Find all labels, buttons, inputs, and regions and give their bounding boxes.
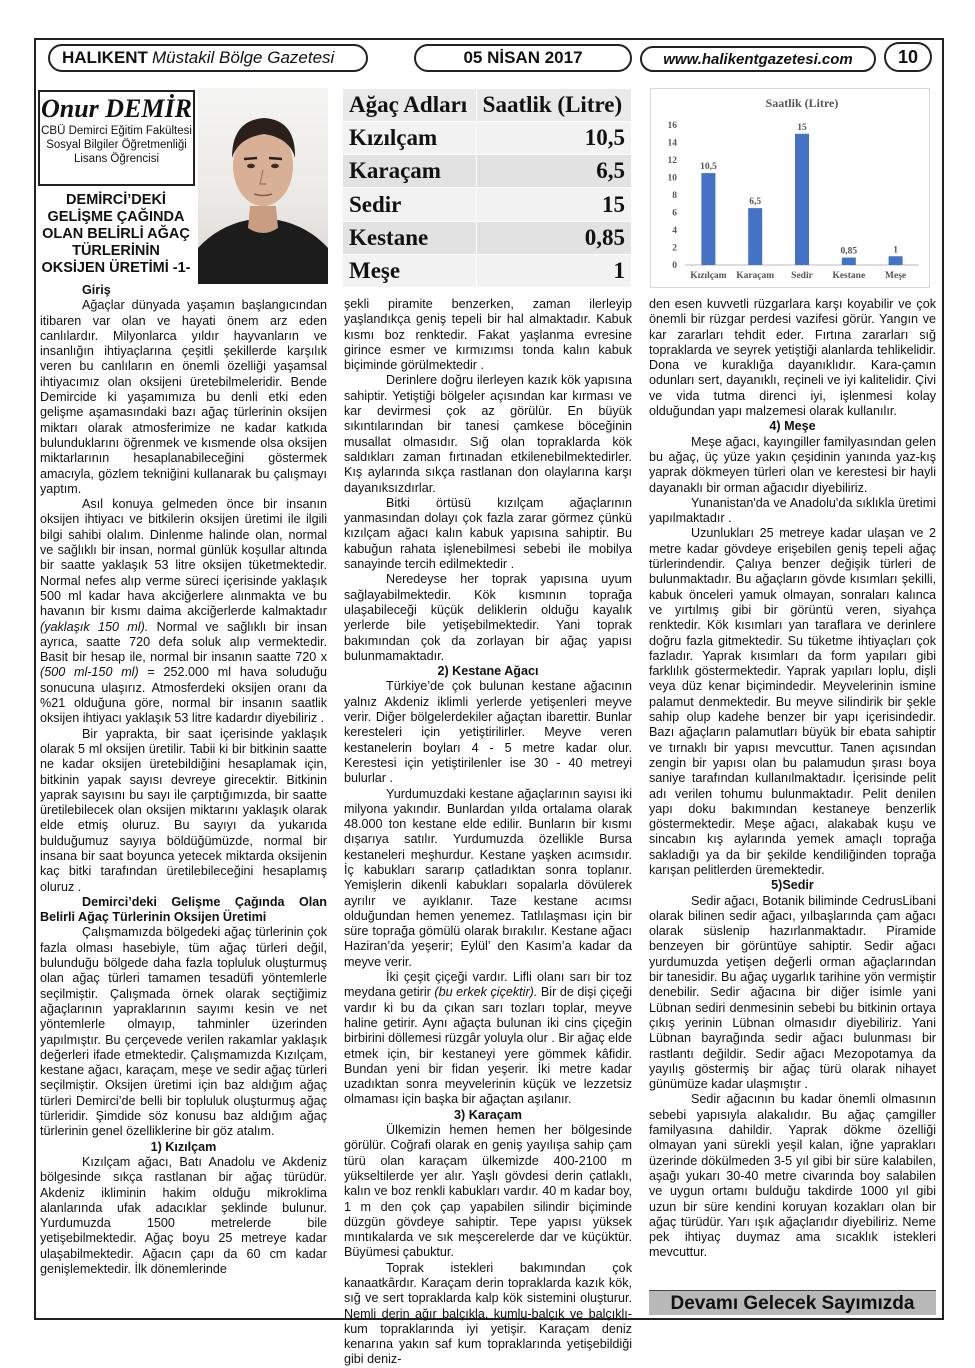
paragraph: Ülkemizin hemen hemen her bölgesinde görülür. Coğrafi olarak en geniş yayılışa sahip çam türü olan karaçam ülkemizde 400-2100 m yükseltilerde yer alır. Yaşlı gövdesi derin çatlaklı, kalın ve boz renkli kabukları vardır. 40 m kadar boy, 1 m den çok çap yapabilen silindir biçiminde düzgün gövdeye sahiptir. Tepe yapısı yüksek mıntıkalarda ve sık meşcerelerde dar ve küçüktür. Büyümesi çabuktur. [344,1123,632,1260]
table-cell-tree: Karaçam [343,155,477,188]
paragraph: Yunanistan'da ve Anadolu'da sıklıkla üretimi yapılmaktadır . [649,495,936,526]
section-heading: Demirci’deki Gelişme Çağında Olan Belirli Ağaç Türlerinin Oksijen Üretimi [40,894,327,925]
x-tick-label: Kestane [832,271,866,281]
chart-bar [889,256,903,265]
chart-title: Saatlik (Litre) [765,96,839,110]
bar-chart [651,89,929,287]
author-photo [198,88,328,284]
table-row [343,188,632,221]
table-row [343,221,632,254]
table-cell-tree: Kestane [343,221,477,254]
text-run-italic: (bu erkek çiçektir). [434,985,538,1000]
subheading-mese: 4) Meşe [769,419,816,434]
x-tick-label: Karaçam [736,271,775,281]
text-run: Normal ve sağlıklı bir insan ayrıca, saatte 720 defa soluk alıp vermektedir. Basit bir hesap ile, normal bir insanın saatte 720 x [40,619,327,665]
paragraph: Meşe ağacı, kayıngiller familyasından gelen bu ağaç, üç yüze yakın çeşidinin yanında yaz-kış yaprak dökmeyen türleri olan ve kerestesi bir hayli dayanaklı bir orman ağacıdır diyebiliriz. [649,434,936,495]
paragraph: den esen kuvvetli rüzgarlara karşı koyabilir ve çok önemli bir rüzgar perdesi vazifesi görür. Yangın ve kar zararları tehdit eder. Fırtına zararları sığ topraklarda ve seyrek yetiştiği alanlarda tehlikelidir. Dona ve kuraklığa dayanıklıdır. Kara-çamın odunları sert, dayanıklı, reçineli ve iyi kalitelidir. Çivi ve vida tutma direnci iyi, işlenmesi kolay olduğundan yapı malzemesi olarak kullanılır. [649,297,936,419]
article-title-line: OKSİJEN ÜRETİMİ -1- [41,260,191,276]
paragraph: Kızılçam ağacı, Batı Anadolu ve Akdeniz bölgesinde sıkça rastlanan bir ağaç türüdür. Akdeniz ikliminin hakim olduğu mikroklima alanlarında ufak adacıklar şeklinde bulunur. Yurdumuzda 1500 metrelerde bile yetişebilmektedir. Ağaç boyu 25 metreye kadar ulaşabilmektedir. Ağacın çapı da 60 cm kadar genişlemektedir. İlk dönemlerinde [40,1154,327,1276]
table-row [343,122,632,155]
x-tick-label: Kızılçam [690,271,727,281]
continued-banner: Devamı Gelecek Sayımızda [649,1290,936,1315]
text-run: İki çeşit çiçeği vardır. Lifli olanı sarı bir toz meydana getirir [344,970,632,1000]
y-tick-label: 4 [672,226,677,236]
paragraph: Ağaçlar dünyada yaşamın başlangıcından itibaren var olan ve hayati önem arz eden canlılardır. Milyonlarca yıldır hayvanların ve insanlığın ihtiyaçlarına çeşitli şekillerde karşılık veren bu canlıların en önemli özelliği yaşamsal ihtiyacımız olan oksijeni üretebilmeleridir. Bende Demircide ki yaşamımıza bu denli etki eden gelişme aşamasındaki bazı ağaç türlerinin oksijen miktarı olarak atmosferimize ne kadar katkıda bulunduklarını öğrenmek ve kısmende olsa oksijen miktarlarının hesaplanabileceğini göstermek amacıyla, gözlem tekniğini kullanarak bu çalışmayı yaptım. [40,298,327,496]
table-row [343,254,632,287]
subheading-kizilcam: 1) Kızılçam [150,1139,217,1154]
article-title [38,192,194,277]
paragraph: Yurdumuzdaki kestane ağaçlarının sayısı iki milyona yakındır. Bunlardan yılda ortalama olarak 48.000 ton kestane elde edilir. Bunların bir kısmı dışarıya satılır. Yurdumuzda özellikle Bursa kestaneleri meşhurdur. Kestane yaşken acımsıdır. İç kabukları sararıp çatladıktan sonra toplanır. Yemişlerin dikenli kabukları sopalarla dövülerek ayrılır ve ayıklanır. Taze kestane acımsı olduğundan hemen yenemez. Tatlılaşması için bir süre toprağa gömülü olarak bırakılır. Kestane ağacı Haziran’da yeşerir; Eylül’ den Kasım’a kadar da meyve verir. [344,786,632,969]
data-label: 15 [797,122,807,133]
paragraph: Toprak istekleri bakımından çok kanaatkârdır. Karaçam derin topraklarda kazık kök, sığ ve sert topraklarda kalp kök sistemini oluşturur. Nemli derin ağır balçıkla, kumlu-balçık ve balçıklı-kum topraklarında iyi yetişir. Karaçam deniz kenarına yakın saf kum topraklarında yetişebildiği gibi deniz- [344,1260,632,1367]
column-1 [40,283,327,1277]
author-name: Onur DEMİR [40,94,192,123]
intro-heading: Giriş [82,283,111,297]
table-cell-tree: Kızılçam [343,122,477,155]
table-cell-tree: Meşe [343,254,477,287]
article-title-line: OLAN BELİRLİ AĞAÇ [42,226,190,242]
paragraph: Bir yaprakta, bir saat içerisinde yaklaşık olarak 5 ml oksijen üretilir. Tabii ki bir bitkinin saatte ne kadar oksijen üretebildiğini hesaplamak için, bitkinin yapak sayısı devreye girecektir. Bitkinin yaprak sayısını bu sayı ile çarptığımızda, bir saatte üretilebilecek olan oksijen miktarını yaklaşık olarak elde etmiş oluruz. Bu sayıyı da yukarıda bulduğumuz sayıya böldüğümüzde, normal bir insana bir saat boyunca yetecek miktarda oksijenin kaç bitki tarafından üretilebileceğini hesaplamış oluruz . [40,726,327,894]
text-run: Asıl konuya gelmeden önce bir insanın oksijen ihtiyacı ve bitkilerin oksijen üretimi ile ilgili bilgi sahibi olalım. Dinlenme halinde olan, normal ve sağlıklı bir insan, normal günlük koşullar altında bir saatte yaklaşık 53 litre oksijen tüketmektedir. Normal nefes alıp verme süreci içerisinde yaklaşık 500 ml kadar hava akciğerlere alınmakta ve bu havanın bir kısmı daima akciğerlerde kalmaktadır [40,497,327,619]
y-tick-label: 10 [667,173,677,184]
article-title-line: DEMİRCİ’DEKİ [66,192,166,208]
table-cell-tree: Sedir [343,188,477,221]
website-link[interactable]: www.halikentgazetesi.com [640,46,876,72]
author-box [38,90,195,186]
subheading-sedir: 5)Sedir [771,878,814,893]
table-cell-value: 15 [476,188,631,221]
chart-bar [701,173,715,265]
masthead-box [48,44,368,72]
text-run: Bir de dişi çiçeği vardır ki bu da çıkan sarı tozları toplar, meyve haline getirir. Aynı ağaçta bulunan iki cins çiçeğin birbirini döllemesi rüzgâr yoluyla olur . Bir ağaç elde etmek için, bir kestaneyi yere gömmek kâfidir. Bundan yeni bir fidan yeşerir. İki metre kadar uzadıktan sonra meyvelerinin küçük ve lezzetsiz olmaması için başka bir ağaçtan aşılanır. [344,985,633,1107]
table-cell-value: 1 [476,254,631,287]
masthead-tagline: Müstakil Bölge Gazetesi [151,48,335,67]
text-run-italic: (500 ml-150 ml) [40,665,139,680]
paragraph: Çalışmamızda bölgedeki ağaç türlerinin çok fazla olması hasebiyle, tüm ağaç türleri değil, bulunduğu bölgede daha fazla topluluk oluşturmuş olan ağaç türleri tamamen tesadüfi yöntemlerle seçilmiştir. Çalışmada örnek olarak seçtiğimiz ağaçlarının yapraklarının sayımı kesin ve net yöntemlerle olmayıp, tahminler üzerinden yapılmıştır. Bu çerçevede verilen rakamlar yaklaşık değerleri ifade etmektedir. Çalışmamızda Kızılçam, kestane ağacı, karaçam, meşe ve sedir ağaç türleri seçilmiştir. Oksijen üretimi için baz aldığım ağaç türleri Demirci’de belli bir topluluk oluşturmuş ağaç türleridir. Şimdide söz konusu baz aldığım ağaç türlerinin genel özelliklerine bir göz atalım. [40,925,327,1139]
article-title-line: TÜRLERİNİN [72,243,160,259]
data-label: 10,5 [700,162,717,173]
author-affiliation-1: CBÜ Demirci Eğitim Fakültesi [41,125,192,137]
paragraph [344,970,632,1108]
data-label: 0,85 [840,246,858,257]
page-number: 10 [884,42,932,72]
table-header-hourly: Saatlik (Litre) [476,89,631,122]
paragraph: Türkiye’de çok bulunan kestane ağacının yalnız Akdeniz iklimli yerlerde yetişenleri meyve verir. Diğer bölgelerdekiler ağaçtan ibarettir. Bunlar keresteleri için yetiştirilirler. Meyve veren kestanelerin boyları 4 - 5 metre kadar olur. Kerestesi için yetiştirilenler ise 30 - 40 metreyi bulurlar . [344,679,632,786]
masthead: HALIKENT [62,48,148,67]
author-affiliation-2: Sosyal Bilgiler Öğretmenliği [46,139,187,151]
chart-bar [748,208,762,265]
table-cell-value: 0,85 [476,221,631,254]
text-run: = 252.000 ml hava soluduğu sonucuna ulaşırız. Atmosferdeki oksijen oranı da %21 olduğuna göre, normal bir insanın saatlik oksijen ihtiyacı yaklaşık 53 litre kadardır diyebiliriz . [40,665,328,726]
table-row [343,155,632,188]
paragraph: Uzunlukları 25 metreye kadar ulaşan ve 2 metre kadar gövdeye erişebilen geniş tepeli ağaç türlerindendir. Çalıya benzer değişik türleri de bulunmaktadır. Bu ağaçların gövde kısımları şekilli, kabuk önceleri yamuk olmayan, sonraları kalınca ve yırtılmış gibi bir görüntü veren, siyahça renktedir. Kök kısımları yan taraflara ve derinlere doğru fazla gitmektedir. Su tüketme ihtiyaçları çok fazladır. Yaprak kısımları da form yapıları gibi farklılık göstermektedir. Yaprak yapıları loplu, dişli veya düz kenar biçimindedir. Meyvelerinin ismine palamut denmektedir. Bu meyve silindirik bir şekle sahip olup kadehe benzer bir yapı içerisindedir. Bazı ağaçların palamutları büyük bir ebata sahiptir ve tırnaklı bir yapısı mevcuttur. Tanen açısından zengin bir yapısı olan bu palamudun şırası boya saniye tarafından kullanılmaktadır. İçerisinde pelit adı verilen tohumu bulunmaktadır. Pelit denilen yapı doku bakımından kestaneye benzerlik göstermektedir. Meşe ağacı, alakabak kuşu ve sincabın kış aylarında yemek amaçlı toprağa sakladığı ya da bir şekilde kendiliğinden toprağa karışan pelitlerden üremektedir. [649,526,936,877]
oxygen-table [342,88,632,288]
paragraph: Sedir ağacının bu kadar önemli olmasının sebebi yapısıyla alakalıdır. Bu ağaç çamgiller familyasına dahildir. Yaprak dökme özelliği olmayan yani sürekli yeşil kalan, iğne yaprakları üzerinde dökülmeden 3-5 yıl gibi bir süre kalabilen, aşağı yukarı 30-40 metre civarında boy salabilen ve uygun ortamı bulduğu takdirde 1000 yıl gibi uzun bir süre kendini koruyan kozakları olan bir ağaç türüdür. Yarı ışık ağaçlarıdır diyebiliriz. Neme pek ihtiyaç duymaz ama sıcaklık istekleri mevcuttur. [649,1092,936,1260]
table-cell-value: 10,5 [476,122,631,155]
x-tick-label: Meşe [885,271,907,281]
paragraph: Bitki örtüsü kızılçam ağaçlarının yanmasından dolayı çok fazla zarar görmez çünkü kızılçam ağacı kalın kabuk yapısına sahiptir. Bu kabuğun rahata işlenebilmesi sebebi ile mobilya sanayinde tercih edilmektedir . [344,495,632,572]
article-title-line: GELİŞME ÇAĞINDA [47,209,185,225]
paragraph: Derinlere doğru ilerleyen kazık kök yapısına sahiptir. Yetiştiği bölgeler açısından kar kırması ve kar devirmesi çok az görülür. En büyük sıkıntılarından bir tanesi çamkese böceğinin musallat olmasıdır. Sığ olan topraklarda kök saldıkları zaman fırtınadan etkilenebilmektedirler. Kış aylarında sıkça rastlanan don olaylarına karşı dayanıksızdırlar. [344,373,632,495]
y-tick-label: 0 [672,261,677,271]
subheading-karacam: 3) Karaçam [454,1107,522,1122]
issue-date: 05 NİSAN 2017 [414,44,632,72]
x-tick-label: Sedir [791,271,813,281]
paragraph: şekli piramite benzerken, zaman ilerleyip yaşlandıkça geniş tepeli bir hal almaktadır. Kabuk kısmı boz renktedir. Fakat yaşlanma evresine girince esmer ve kırmızımsı tonda kalın kabuk biçiminde görülmektedir . [344,297,632,373]
chart-bar [795,134,809,265]
y-tick-label: 14 [667,138,677,149]
table-header-tree: Ağaç Adları [343,89,477,122]
table-header-row [343,89,632,122]
chart-bar [842,258,856,265]
y-tick-label: 8 [672,191,677,201]
paragraph: Sedir ağacı, Botanik biliminde CedrusLibani olarak bilinen sedir ağacı, yılbaşlarında çam ağacı olarak süslenip hazırlanmaktadır. Piramide benzeyen bir görüntüye sahiptir. Sedir ağacı yurdumuzda yetişen değerli orman ağaçlarından bir tanesidir. Bu ağaç uygarlık tarihine yön vermiştir denebilir. Sedir ağacına bir diğer isimle yani Lübnan sediri denmesinin sebebi bu bitkinin ortaya çıkış yerinin Lübnan olmasıdır diyebiliriz. Yani Lübnan bayrağında sedir ağacı bulunması bir rastlantı değildir. Sedir ağacı Mezopotamya da yayılış göstermiş bir ağaç türü olarak nihayet günümüze kadar ulaşmıştır . [649,893,936,1092]
data-label: 6,5 [749,197,762,208]
text-run-italic: (yaklaşık 150 ml). [40,619,149,634]
paragraph: Neredeyse her toprak yapısına uyum sağlayabilmektedir. Kök kısmının toprağa ulaşabileceği küçük deliklerin olduğu kayalık yerlerde bile yetişebilmektedir. Yani toprak bakımından çok da zorlayan bir ağaç yapısı bulunmamaktadır. [344,572,632,663]
y-tick-label: 2 [672,243,677,254]
paragraph [40,497,327,726]
subheading-kestane: 2) Kestane Ağacı [437,664,539,679]
column-2 [344,297,632,1368]
portrait-illustration [198,88,328,284]
y-tick-label: 16 [667,121,677,131]
author-affiliation-3: Lisans Öğrencisi [73,153,159,165]
y-tick-label: 6 [672,208,677,219]
table-cell-value: 6,5 [476,155,631,188]
data-label: 1 [893,245,898,256]
oxygen-chart [650,88,930,288]
column-3 [649,297,936,1261]
y-tick-label: 12 [667,156,677,166]
